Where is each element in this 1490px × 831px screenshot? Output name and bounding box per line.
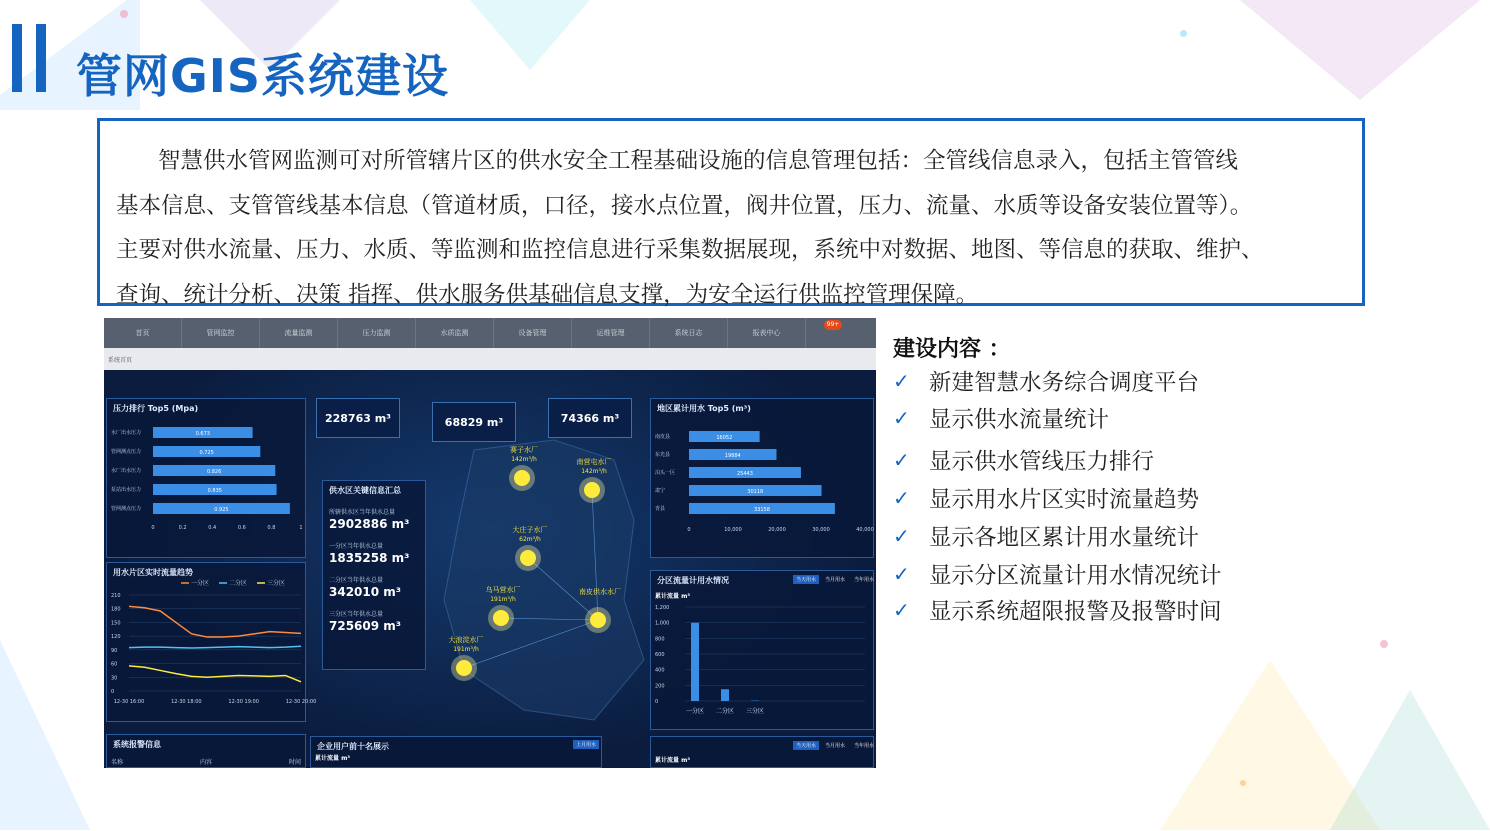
feature-item bbox=[893, 520, 1199, 552]
supply-item-label: 一分区当年供水总量 bbox=[329, 543, 384, 550]
decor-triangle bbox=[0, 640, 90, 830]
alarm-col-header: 内容 bbox=[199, 759, 212, 766]
water-plant-marker bbox=[584, 482, 600, 498]
chart-tab[interactable]: 当月用水 bbox=[825, 577, 846, 583]
map-region bbox=[444, 440, 644, 720]
zone-category-label: 一分区 bbox=[685, 708, 705, 715]
plant-flow-label: 62m³/h bbox=[519, 536, 541, 543]
region-bar-value: 30118 bbox=[747, 489, 764, 495]
feature-text: 显示分区流量计用水情况统计 bbox=[929, 563, 1222, 589]
nav-item[interactable]: 首页 bbox=[104, 318, 182, 348]
bottom-right-panel bbox=[650, 736, 874, 768]
plant-name-label: 大庄子水厂 bbox=[512, 526, 548, 534]
water-plant-marker bbox=[456, 660, 472, 676]
pressure-tick: 0.2 bbox=[178, 525, 187, 531]
pressure-row-label: 泵站出水压力 bbox=[111, 487, 142, 493]
nav-item[interactable]: 流量监测 bbox=[260, 318, 338, 348]
trend-series-line bbox=[129, 646, 301, 648]
nav-item[interactable]: 压力监测 bbox=[338, 318, 416, 348]
feature-text: 显示用水片区实时流量趋势 bbox=[929, 487, 1200, 513]
nav-item[interactable]: 管网监控 bbox=[182, 318, 260, 348]
stat-box: 68829 m³ bbox=[432, 402, 516, 442]
dashboard-screenshot bbox=[104, 318, 876, 768]
company-tab[interactable]: 上月用水 bbox=[573, 740, 599, 749]
feature-text: 显示各地区累计用水量统计 bbox=[929, 525, 1200, 551]
supply-item-value: 1835258 m³ bbox=[329, 551, 410, 565]
zone-category-label: 三分区 bbox=[745, 708, 765, 715]
trend-series-line bbox=[129, 606, 301, 637]
alarm-panel bbox=[106, 734, 306, 768]
decor-dot bbox=[1380, 640, 1388, 648]
feature-text: 显示供水管线压力排行 bbox=[929, 449, 1155, 475]
plant-flow-label: 191m³/h bbox=[453, 646, 479, 653]
feature-item bbox=[893, 482, 1199, 514]
nav-item[interactable]: 设备管理 bbox=[494, 318, 572, 348]
trend-series-line bbox=[129, 666, 301, 682]
zone-y-tick: 1,200 bbox=[655, 605, 670, 611]
region-usage-panel bbox=[650, 398, 874, 558]
trend-x-tick: 12-30 19:00 bbox=[228, 699, 259, 705]
region-bar-value: 16052 bbox=[716, 435, 733, 441]
trend-x-tick: 12-30 18:00 bbox=[171, 699, 202, 705]
pressure-bar-value: 0.925 bbox=[214, 507, 229, 513]
plant-name-label: 南营屯水厂 bbox=[576, 458, 612, 466]
check-icon: ✓ bbox=[893, 562, 910, 586]
pressure-row-label: 水厂出水压力 bbox=[111, 430, 142, 436]
feature-item bbox=[893, 402, 1109, 434]
pressure-row-label: 水厂出水压力 bbox=[111, 468, 142, 474]
plant-name-label: 乌马营水厂 bbox=[485, 586, 521, 594]
decor-dot bbox=[120, 10, 128, 18]
check-icon: ✓ bbox=[893, 524, 910, 548]
supply-item-value: 725609 m³ bbox=[329, 619, 402, 633]
feature-item bbox=[893, 594, 1222, 626]
zone-y-tick: 800 bbox=[655, 636, 665, 643]
region-row-label: 青县 bbox=[655, 506, 666, 512]
decor-triangle bbox=[1240, 0, 1480, 100]
gis-map bbox=[434, 430, 654, 730]
pressure-bar-value: 0.725 bbox=[199, 450, 214, 456]
trend-y-tick: 0 bbox=[111, 689, 115, 695]
panel-title: 用水片区实时流量趋势 bbox=[113, 568, 193, 577]
trend-y-tick: 180 bbox=[111, 606, 121, 613]
pressure-tick: 0.6 bbox=[237, 525, 246, 531]
zone-y-tick: 600 bbox=[655, 652, 665, 658]
pressure-bar-value: 0.673 bbox=[195, 431, 210, 437]
pressure-row-label: 管网测点压力 bbox=[111, 449, 142, 455]
chart-tab[interactable]: 当年用水 bbox=[854, 577, 875, 583]
pressure-tick: 1 bbox=[299, 525, 303, 531]
decor-triangle bbox=[1330, 690, 1490, 830]
check-icon: ✓ bbox=[893, 406, 910, 430]
legend-label: 三分区 bbox=[267, 580, 286, 587]
region-row-label: 肃宁 bbox=[655, 488, 666, 494]
region-bar-value: 33158 bbox=[753, 507, 770, 513]
region-row-label: 南皮县 bbox=[655, 434, 671, 440]
notification-badge: 99+ bbox=[824, 320, 842, 330]
zone-y-tick: 400 bbox=[655, 667, 665, 674]
region-tick: 40,000 bbox=[856, 527, 874, 533]
bottom-tabs bbox=[793, 741, 877, 750]
nav-item[interactable]: 运维管理 bbox=[572, 318, 650, 348]
legend-label: 一分区 bbox=[191, 580, 210, 587]
feature-text: 新建智慧水务综合调度平台 bbox=[929, 370, 1200, 396]
check-icon: ✓ bbox=[893, 486, 910, 510]
chart-tab[interactable]: 当年用水 bbox=[854, 743, 875, 749]
supply-summary-panel bbox=[322, 480, 426, 670]
region-bar-value: 25443 bbox=[737, 471, 753, 477]
supply-item-value: 2902886 m³ bbox=[329, 517, 410, 531]
chart-tab[interactable]: 当天用水 bbox=[793, 741, 819, 750]
zone-bar-chart bbox=[651, 571, 875, 731]
zone-y-tick: 0 bbox=[655, 699, 659, 705]
supply-item-label: 二分区当年供水总量 bbox=[329, 577, 384, 584]
decor-dot bbox=[1240, 780, 1246, 786]
zone-subtitle: 累计流量 m³ bbox=[655, 593, 690, 600]
decor-triangle bbox=[470, 0, 590, 70]
feature-text: 显示供水流量统计 bbox=[929, 407, 1110, 433]
breadcrumb: 系统首页 bbox=[104, 348, 876, 370]
region-row-label: 东光县 bbox=[655, 452, 671, 458]
plant-name-label: 南皮供水水厂 bbox=[579, 588, 621, 596]
pressure-bar-value: 0.835 bbox=[207, 488, 222, 494]
trend-x-tick: 12-30 16:00 bbox=[113, 699, 145, 705]
water-plant-marker bbox=[590, 612, 606, 628]
feature-item bbox=[893, 444, 1154, 476]
plant-flow-label: 142m³/h bbox=[581, 468, 607, 475]
pressure-tick: 0 bbox=[151, 525, 155, 531]
company-subtitle: 累计流量 m³ bbox=[315, 755, 350, 762]
zone-bar bbox=[691, 623, 699, 701]
region-tick: 10,000 bbox=[724, 527, 742, 533]
description-text: 智慧供水管网监测可对所管辖片区的供水安全工程基础设施的信息管理包括：全管线信息录入，包括主管管线 基本信息、支管管线基本信息（管道材质，口径，接水点位置，阀井位置，压力、流量、水质等设备安装位置等）。 主要对供水流量、压力、水质、等监测和监控信息进行采集数据展现，系统中对数据、地图、等信息的获取、维护、 查询、统计分析、决策 指挥、供水服务供基础信息支撑，为安全运行供监控管理保障。 bbox=[116, 148, 1264, 308]
zone-y-tick: 1,000 bbox=[655, 620, 670, 627]
chart-tab[interactable]: 当月用水 bbox=[825, 743, 846, 749]
supply-item-label: 三分区当年供水总量 bbox=[329, 611, 384, 618]
pressure-bar-chart bbox=[107, 399, 307, 559]
pressure-rank-panel bbox=[106, 398, 306, 558]
region-tick: 30,000 bbox=[812, 527, 830, 533]
company-top10-panel bbox=[310, 736, 602, 768]
zone-usage-panel bbox=[650, 570, 874, 730]
trend-y-tick: 30 bbox=[111, 675, 118, 682]
panel-title: 压力排行 Top5 (Mpa) bbox=[113, 404, 199, 413]
water-plant-marker bbox=[493, 610, 509, 626]
zone-category-label: 二分区 bbox=[715, 708, 735, 715]
region-row-label: 泊头一区 bbox=[655, 470, 676, 476]
feature-text: 显示系统超限报警及报警时间 bbox=[929, 599, 1222, 625]
panel-title: 分区流量计用水情况 bbox=[657, 576, 729, 585]
check-icon: ✓ bbox=[893, 369, 910, 393]
content-heading: 建设内容 ： bbox=[893, 337, 1011, 362]
check-icon: ✓ bbox=[893, 598, 910, 622]
region-bar-chart bbox=[651, 399, 875, 559]
stat-box: 228763 m³ bbox=[316, 398, 400, 438]
dashboard-main bbox=[104, 370, 876, 768]
nav-item[interactable]: 系统日志 bbox=[650, 318, 728, 348]
water-plant-marker bbox=[514, 470, 530, 486]
dashboard-nav bbox=[104, 318, 876, 348]
stat-box: 74366 m³ bbox=[548, 398, 632, 438]
zone-bar bbox=[721, 689, 729, 701]
panel-title: 系统报警信息 bbox=[113, 740, 161, 749]
flow-trend-panel bbox=[106, 562, 317, 722]
pressure-bar-value: 0.826 bbox=[206, 469, 222, 475]
region-bar-value: 19884 bbox=[724, 453, 741, 459]
water-plant-marker bbox=[520, 550, 536, 566]
panel-title: 地区累计用水 Top5 (m³) bbox=[657, 404, 751, 413]
trend-y-tick: 90 bbox=[111, 647, 118, 654]
region-tick: 0 bbox=[687, 527, 691, 533]
feature-item bbox=[893, 558, 1222, 590]
chart-tab[interactable]: 当天用水 bbox=[793, 575, 819, 584]
trend-y-tick: 60 bbox=[111, 661, 118, 668]
plant-name-label: 大浪淀水厂 bbox=[448, 636, 484, 644]
decor-dot bbox=[1180, 30, 1187, 37]
alarm-col-header: 名称 bbox=[111, 759, 124, 766]
pressure-row-label: 管网测点压力 bbox=[111, 506, 142, 512]
legend-label: 二分区 bbox=[229, 580, 248, 587]
title-bars-decoration bbox=[12, 24, 46, 92]
trend-y-tick: 120 bbox=[111, 634, 121, 641]
supply-item-label: 所辖供水区当年供水总量 bbox=[329, 509, 396, 516]
trend-y-tick: 150 bbox=[111, 620, 121, 627]
trend-x-tick: 12-30 20:00 bbox=[285, 699, 317, 705]
feature-item bbox=[893, 365, 1199, 397]
alarm-table-header bbox=[111, 757, 301, 766]
region-tick: 20,000 bbox=[768, 527, 786, 533]
supply-item-value: 342010 m³ bbox=[329, 585, 402, 599]
nav-item[interactable]: 报表中心 bbox=[728, 318, 806, 348]
description-box bbox=[97, 118, 1365, 306]
check-icon: ✓ bbox=[893, 448, 910, 472]
plant-flow-label: 191m³/h bbox=[490, 596, 516, 603]
nav-item[interactable]: 水质监测 bbox=[416, 318, 494, 348]
panel-title: 企业用户前十名展示 bbox=[317, 742, 389, 751]
page-title: 管网GIS系统建设 bbox=[76, 49, 450, 103]
panel-title: 供水区关键信息汇总 bbox=[329, 486, 401, 495]
pressure-tick: 0.8 bbox=[267, 525, 276, 531]
plant-flow-label: 142m³/h bbox=[511, 456, 537, 463]
flow-trend-chart bbox=[107, 563, 317, 723]
pressure-tick: 0.4 bbox=[208, 525, 217, 531]
plant-name-label: 赛子水厂 bbox=[510, 446, 538, 454]
alarm-col-header: 时间 bbox=[288, 759, 301, 766]
trend-y-tick: 210 bbox=[111, 593, 121, 599]
zone-y-tick: 200 bbox=[655, 683, 665, 690]
bottom-subtitle: 累计流量 m³ bbox=[655, 757, 690, 764]
